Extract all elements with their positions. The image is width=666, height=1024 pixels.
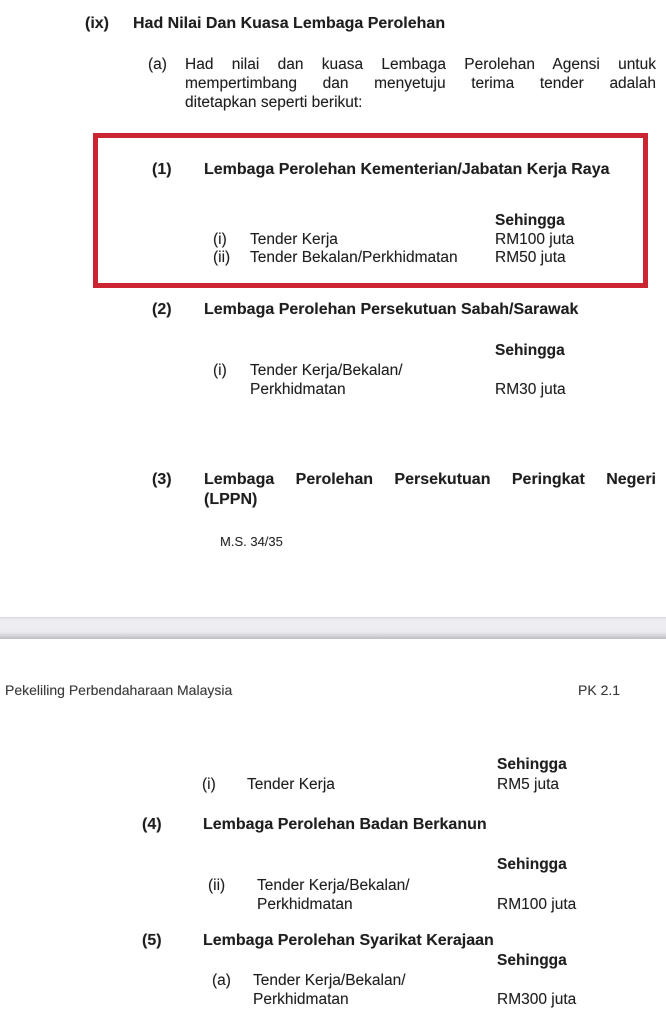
item-label-line1: Tender Kerja/Bekalan/: [257, 877, 410, 894]
section-2-title: Lembaga Perolehan Persekutuan Sabah/Sarawak: [204, 301, 579, 318]
item-amount: RM100 juta: [497, 896, 577, 913]
clause-a-number: (a): [148, 56, 167, 73]
item-amount: RM5 juta: [497, 776, 560, 793]
section-3-title-line2: (LPPN): [204, 491, 258, 508]
item-number: (i): [202, 776, 216, 793]
clause-ix-number: (ix): [85, 15, 109, 32]
item-number: (a): [212, 972, 231, 989]
section-1-title: Lembaga Perolehan Kementerian/Jabatan Kerja Raya: [204, 161, 610, 178]
continuation-column-header: Sehingga: [497, 756, 567, 773]
clause-a-line3: ditetapkan seperti berikut:: [185, 94, 363, 111]
section-5-number: (5): [142, 932, 162, 949]
section-5-column-header: Sehingga: [497, 952, 567, 969]
section-4-column-header: Sehingga: [497, 856, 567, 873]
section-1-column-header: Sehingga: [495, 212, 565, 229]
clause-a-line1: Had nilai dan kuasa Lembaga Perolehan Agensi untuk: [185, 56, 656, 73]
section-2-column-header: Sehingga: [495, 342, 565, 359]
item-number: (i): [213, 362, 227, 379]
running-header-left: Pekeliling Perbendaharaan Malaysia: [5, 682, 233, 698]
item-number: (i): [213, 231, 227, 248]
item-label-line2: Perkhidmatan: [257, 896, 353, 913]
section-4-number: (4): [142, 816, 162, 833]
item-amount: RM100 juta: [495, 231, 575, 248]
item-label-line2: Perkhidmatan: [253, 991, 349, 1008]
section-4-title: Lembaga Perolehan Badan Berkanun: [203, 816, 487, 833]
page-number-footer: M.S. 34/35: [220, 534, 283, 549]
item-amount: RM300 juta: [497, 991, 577, 1008]
item-amount: RM30 juta: [495, 381, 566, 398]
item-label: Tender Kerja: [247, 776, 335, 793]
item-amount: RM50 juta: [495, 249, 566, 266]
item-label: Tender Bekalan/Perkhidmatan: [250, 249, 458, 266]
item-label-line1: Tender Kerja/Bekalan/: [253, 972, 406, 989]
page-break-divider: [0, 617, 666, 639]
item-label-line2: Perkhidmatan: [250, 381, 346, 398]
running-header-right: PK 2.1: [578, 682, 621, 698]
clause-ix-title: Had Nilai Dan Kuasa Lembaga Perolehan: [133, 15, 446, 32]
section-3-title-line1: Lembaga Perolehan Persekutuan Peringkat Negeri: [204, 471, 656, 488]
section-1-number: (1): [152, 161, 172, 178]
section-5-title: Lembaga Perolehan Syarikat Kerajaan: [203, 932, 494, 949]
section-3-number: (3): [152, 471, 172, 488]
item-number: (ii): [213, 249, 231, 266]
item-label-line1: Tender Kerja/Bekalan/: [250, 362, 403, 379]
section-2-number: (2): [152, 301, 172, 318]
item-number: (ii): [208, 877, 226, 894]
item-label: Tender Kerja: [250, 231, 338, 248]
clause-a-line2: mempertimbang dan menyetuju terima tender adalah: [185, 75, 656, 92]
